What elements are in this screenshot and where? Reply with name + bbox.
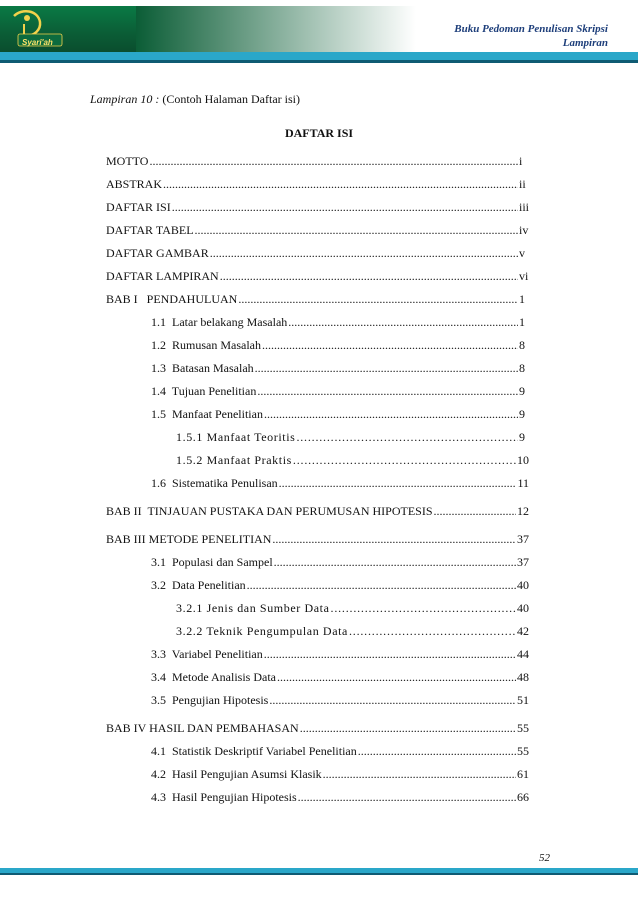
page-number: 52 (539, 852, 550, 864)
toc-entry-page: 9 (519, 430, 525, 444)
toc-leader (288, 315, 518, 330)
toc-leader (264, 407, 518, 422)
toc-entry (151, 476, 529, 492)
toc-entry-page: 37 (517, 555, 529, 569)
toc-entry (151, 647, 529, 663)
toc-title: DAFTAR ISI (284, 126, 354, 140)
toc-entry-label: ABSTRAK (106, 177, 163, 191)
toc-entry-label: 1.1 Latar belakang Masalah (151, 315, 288, 329)
toc-entry (151, 315, 529, 331)
page-header (0, 0, 638, 78)
toc-entry-page: 55 (517, 721, 529, 735)
toc-entry (151, 555, 529, 571)
toc-entry (106, 223, 529, 239)
toc-leader (149, 154, 518, 169)
toc-entry (151, 790, 529, 806)
toc-leader (274, 555, 516, 570)
toc-entry-label: 4.3 Hasil Pengujian Hipotesis (151, 790, 297, 804)
toc-entry-label: DAFTAR ISI (106, 200, 171, 214)
header-title: Buku Pedoman Penulisan Skripsi (454, 23, 608, 35)
toc-entry (106, 292, 529, 308)
syariah-logo-icon (0, 6, 136, 56)
toc-entry (151, 693, 529, 709)
toc-entry-label: 3.2 Data Penelitian (151, 578, 246, 592)
toc-leader (323, 767, 516, 782)
toc-leader (247, 578, 516, 593)
toc-entry-page: 42 (517, 624, 529, 638)
toc-entry-label: 3.1 Populasi dan Sampel (151, 555, 273, 569)
toc-leader (264, 647, 516, 662)
toc-entry-page: iii (518, 200, 529, 214)
toc-entry (176, 453, 529, 469)
toc-entry (176, 624, 529, 640)
toc-entry-page: 10 (517, 453, 529, 467)
toc-leader (195, 223, 518, 238)
toc-entry-label: BAB IV HASIL DAN PEMBAHASAN (106, 721, 299, 735)
toc-leader (257, 384, 518, 399)
toc-entry-label: 1.5 Manfaat Penelitian (151, 407, 263, 421)
toc-entry-label: 4.2 Hasil Pengujian Asumsi Klasik (151, 767, 322, 781)
toc-entry-label: 4.1 Statistik Deskriptif Variabel Penelitian (151, 744, 357, 758)
toc-leader (220, 269, 518, 284)
toc-entry-page: 44 (517, 647, 529, 661)
toc-leader (298, 790, 516, 805)
toc-entry-page: 8 (519, 338, 525, 352)
toc-entry-page: ii (519, 177, 526, 191)
toc-entry (176, 430, 529, 446)
toc-leader (277, 670, 516, 685)
toc-entry (151, 361, 529, 377)
toc-entry-page: 55 (517, 744, 529, 758)
toc-entry-page: 37 (517, 532, 529, 546)
footer-rule-dark (0, 873, 638, 875)
toc-leader (163, 177, 518, 192)
toc-entry-label: DAFTAR LAMPIRAN (106, 269, 219, 283)
toc-entry-page: 48 (517, 670, 529, 684)
logo-text: Syari'ah (22, 38, 53, 47)
toc-entry-page: 1 (519, 315, 525, 329)
toc-leader (255, 361, 518, 376)
toc-entry (151, 670, 529, 686)
toc-entry (106, 246, 529, 262)
toc-entry (106, 269, 529, 285)
toc-entry-page: v (519, 246, 525, 260)
toc-entry-label: 1.5.1 Manfaat Teoritis (176, 430, 296, 444)
toc-leader (262, 338, 518, 353)
toc-leader (172, 200, 518, 215)
toc-entry (151, 338, 529, 354)
toc-entry (151, 578, 529, 594)
toc-entry-label: 3.5 Pengujian Hipotesis (151, 693, 269, 707)
toc-entry-label: 3.4 Metode Analisis Data (151, 670, 276, 684)
header-rule-cyan (0, 52, 638, 60)
toc-entry (151, 767, 529, 783)
toc-entry (106, 154, 529, 170)
toc-entry (106, 200, 529, 216)
toc-entry-page: 12 (517, 504, 529, 518)
toc-entry (151, 384, 529, 400)
header-titles (454, 22, 608, 50)
toc-leader (238, 292, 518, 307)
toc-entry-page: 61 (517, 767, 529, 781)
toc-leader (279, 476, 517, 491)
toc-entry-page: 8 (519, 361, 525, 375)
toc-entry-page: 51 (517, 693, 529, 707)
toc-entry-label: DAFTAR TABEL (106, 223, 194, 237)
toc-entry-label: 1.2 Rumusan Masalah (151, 338, 261, 352)
toc-entry-page: 9 (519, 407, 525, 421)
toc-entry (151, 744, 529, 760)
toc-entry (106, 177, 529, 193)
toc-entry-label: 1.5.2 Manfaat Praktis (176, 453, 292, 467)
toc-leader (210, 246, 518, 261)
toc-entry-label: 1.3 Batasan Masalah (151, 361, 254, 375)
toc-entry-label: BAB I PENDAHULUAN (106, 292, 238, 306)
toc-entry-label: BAB II TINJAUAN PUSTAKA DAN PERUMUSAN HIPOTESIS (106, 504, 433, 518)
lampiran-label: Lampiran 10 : (90, 92, 160, 106)
toc-entry (151, 407, 529, 423)
lampiran-description: (Contoh Halaman Daftar isi) (162, 92, 300, 106)
header-gradient (136, 6, 416, 52)
toc-entry-page: i (519, 154, 523, 168)
toc-entry-label: 1.4 Tujuan Penelitian (151, 384, 257, 398)
header-subtitle: Lampiran (562, 37, 608, 49)
toc-entry-page: 40 (517, 601, 529, 615)
toc-entry-page: 66 (517, 790, 529, 804)
toc-leader (300, 721, 516, 736)
toc-entry-page: 40 (517, 578, 529, 592)
toc-entry-page: 11 (517, 476, 529, 490)
toc-entry-label: 1.6 Sistematika Penulisan (151, 476, 278, 490)
toc-entry (176, 601, 529, 617)
toc-leader (272, 532, 516, 547)
toc-entry-label: MOTTO (106, 154, 149, 168)
toc-leader (269, 693, 516, 708)
toc-entry (106, 532, 529, 548)
toc-entry-label: BAB III METODE PENELITIAN (106, 532, 272, 546)
logo (0, 6, 136, 56)
toc-leader (349, 624, 516, 639)
toc-entry-page: vi (519, 269, 529, 283)
toc-entry (106, 504, 529, 520)
toc-leader (331, 601, 516, 616)
toc-entry-label: 3.2.2 Teknik Pengumpulan Data (176, 624, 348, 638)
toc-leader (296, 430, 518, 445)
toc-entry-label: 3.3 Variabel Penelitian (151, 647, 263, 661)
lampiran-caption (90, 92, 300, 107)
toc-leader (434, 504, 516, 519)
toc-leader (293, 453, 516, 468)
toc-entry-label: 3.2.1 Jenis dan Sumber Data (176, 601, 330, 615)
toc-leader (358, 744, 516, 759)
toc-entry-label: DAFTAR GAMBAR (106, 246, 209, 260)
toc-entry-page: 1 (519, 292, 525, 306)
header-rule-dark (0, 60, 638, 63)
toc-entry-page: iv (519, 223, 529, 237)
toc-entry-page: 9 (519, 384, 525, 398)
toc-entry (106, 721, 529, 737)
